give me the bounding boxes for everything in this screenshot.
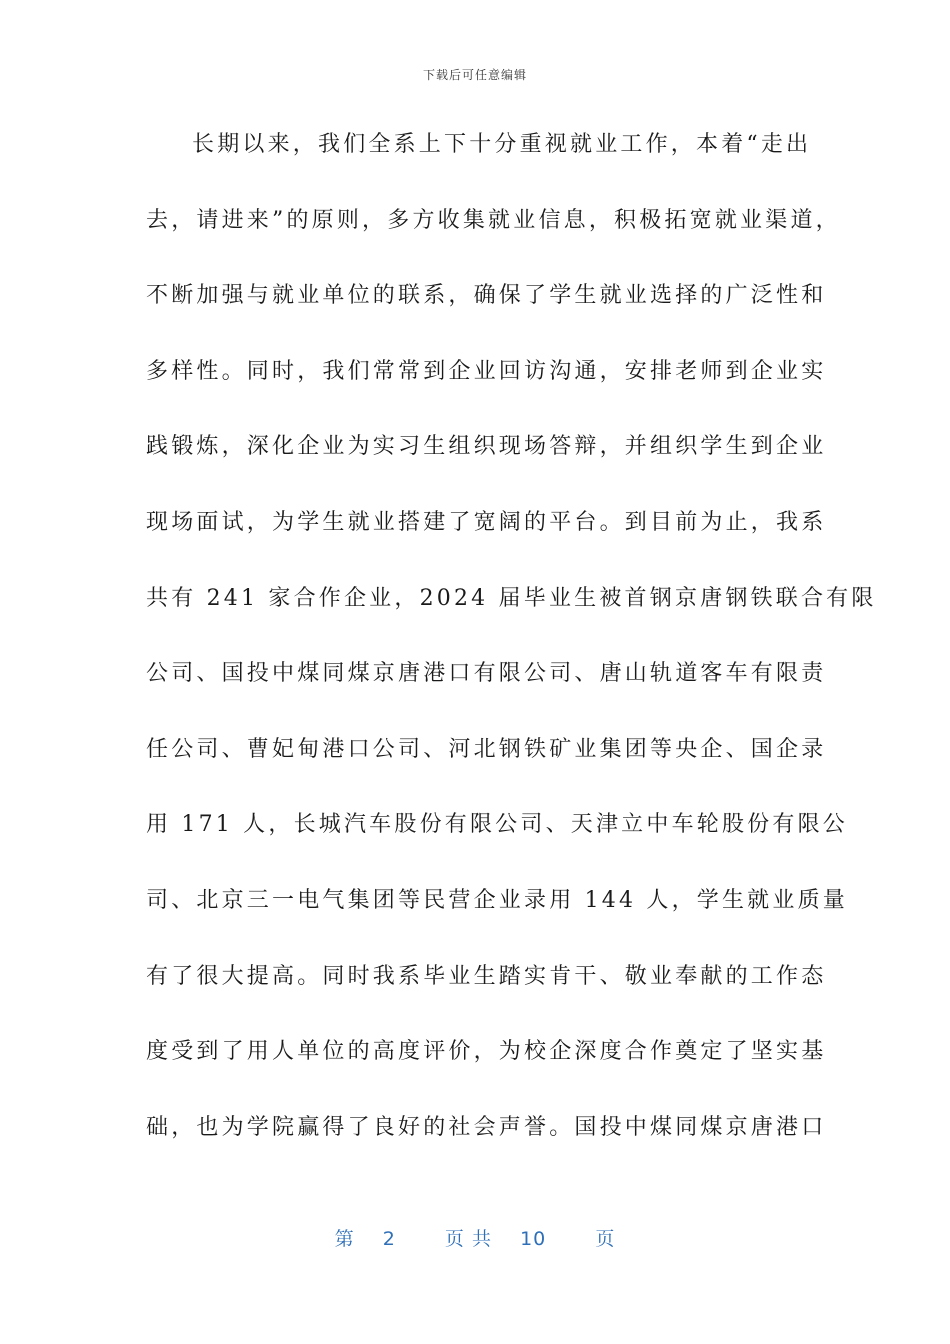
footer-prefix: 第 <box>334 1228 355 1250</box>
paragraph-line: 有了很大提高。同时我系毕业生踏实肯干、敬业奉献的工作态 <box>146 963 827 989</box>
footer-page-number: 2 <box>382 1228 396 1250</box>
footer-total-pages: 10 <box>520 1228 547 1250</box>
paragraph-line: 度受到了用人单位的高度评价，为校企深度合作奠定了坚实基 <box>146 1039 827 1065</box>
page-footer <box>0 1224 950 1251</box>
paragraph-line: 长期以来，我们全系上下十分重视就业工作，本着“走出 <box>192 132 812 157</box>
paragraph-line: 共有 241 家合作企业，2024 届毕业生被首钢京唐钢铁联合有限 <box>146 585 877 611</box>
paragraph-line: 用 171 人，长城汽车股份有限公司、天津立中车轮股份有限公 <box>146 812 848 838</box>
paragraph-line: 践锻炼，深化企业为实习生组织现场答辩，并组织学生到企业 <box>146 434 827 460</box>
paragraph-line: 任公司、曹妃甸港口公司、河北钢铁矿业集团等央企、国企录 <box>146 736 827 762</box>
paragraph-line: 去，请进来”的原则，多方收集就业信息，积极拓宽就业渠道， <box>146 207 841 233</box>
document-paragraph <box>146 112 877 1170</box>
paragraph-line: 现场面试，为学生就业搭建了宽阔的平台。到目前为止，我系 <box>146 509 827 535</box>
paragraph-line: 公司、国投中煤同煤京唐港口有限公司、唐山轨道客车有限责 <box>146 661 827 687</box>
footer-middle: 页 共 <box>444 1228 492 1250</box>
paragraph-line: 多样性。同时，我们常常到企业回访沟通，安排老师到企业实 <box>146 358 827 384</box>
paragraph-line: 不断加强与就业单位的联系，确保了学生就业选择的广泛性和 <box>146 283 827 309</box>
page-header-note: 下载后可任意编辑 <box>422 68 527 82</box>
footer-suffix: 页 <box>595 1228 616 1250</box>
paragraph-line: 司、北京三一电气集团等民营企业录用 144 人，学生就业质量 <box>146 887 848 913</box>
paragraph-line: 础，也为学院赢得了良好的社会声誉。国投中煤同煤京唐港口 <box>146 1114 827 1140</box>
